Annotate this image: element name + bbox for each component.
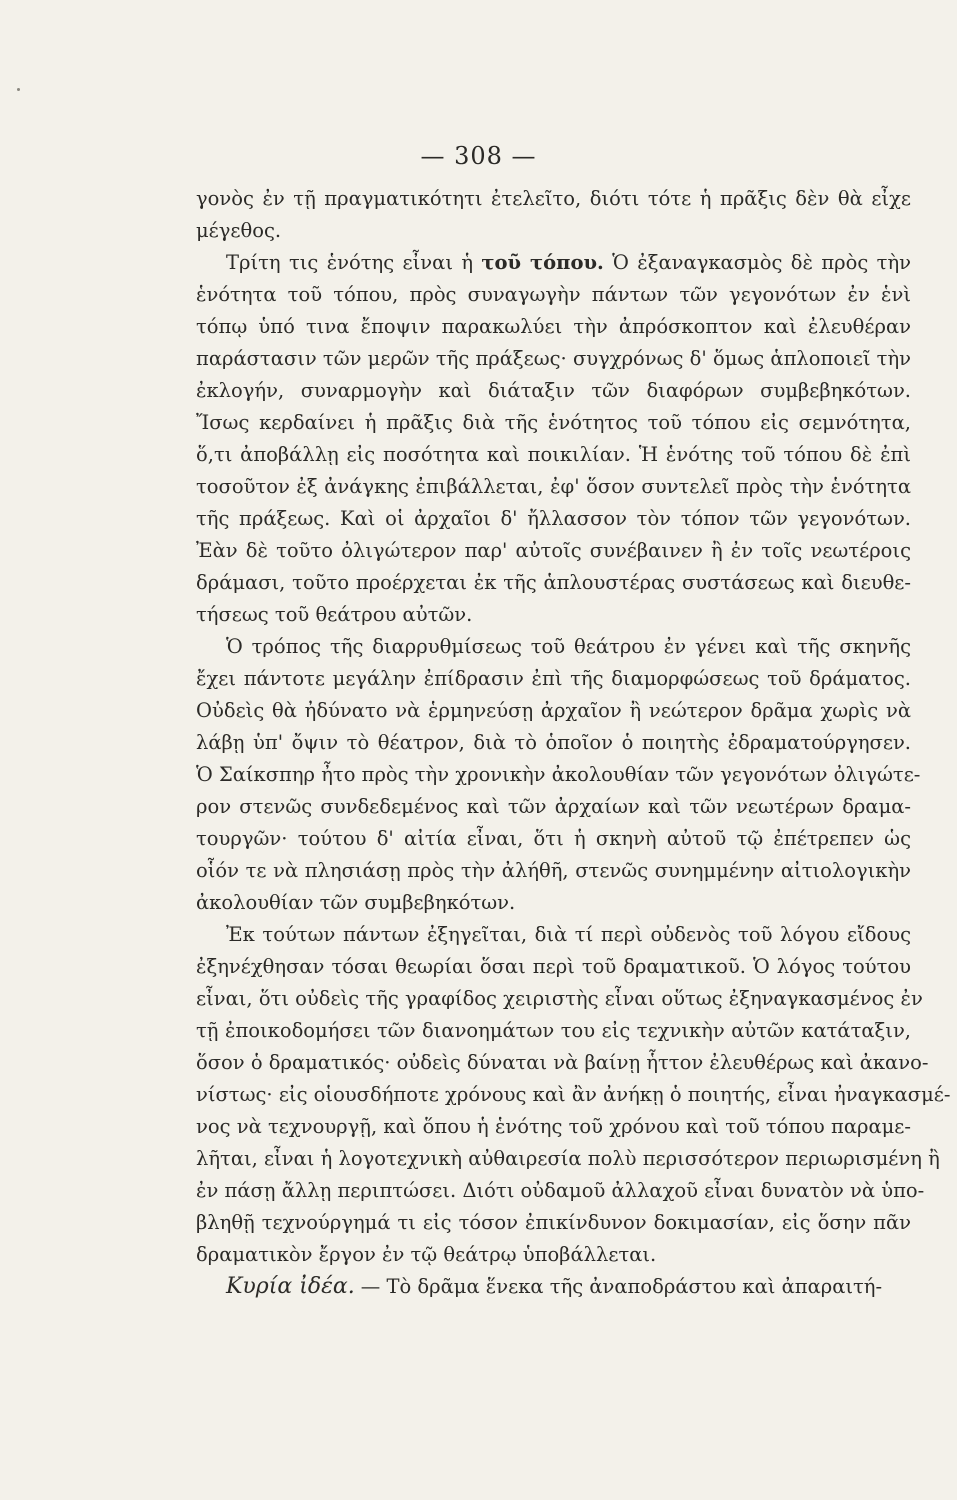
text-line — [196, 1271, 911, 1303]
text-line: ρον στενῶς συνδεδεμένος καὶ τῶν ἀρχαίων καὶ τῶν νεωτέρων δραμα- — [196, 795, 911, 818]
text-line: Ὁ τρόπος τῆς διαρρυθμίσεως τοῦ θεάτρου ἐν γένει καὶ τῆς σκηνῆς — [226, 635, 911, 658]
text-line: λάβῃ ὑπ' ὄψιν τὸ θέατρον, διὰ τὸ ὁποῖον ὁ ποιητὴς ἐδραματούργησεν. — [196, 731, 911, 754]
text-line: παράστασιν τῶν μερῶν τῆς πράξεως· συγχρόνως δ' ὅμως ἁπλοποιεῖ τὴν — [196, 347, 911, 370]
text-line: ἐξηνέχθησαν τόσαι θεωρίαι ὅσαι περὶ τοῦ δραματικοῦ. Ὁ λόγος τούτου — [196, 955, 911, 978]
text-line: ἀκολουθίαν τῶν συμβεβηκότων. — [196, 891, 516, 914]
text-line: οἷόν τε νὰ πλησιάσῃ πρὸς τὴν ἀλήθῆ, στενῶς συνημμένην αἰτιολογικὴν — [196, 859, 911, 882]
speck-mark — [17, 88, 20, 91]
text-line: Ἐὰν δὲ τοῦτο ὀλιγώτερον παρ' αὐτοῖς συνέβαινεν ἢ ἐν τοῖς νεωτέροις — [196, 539, 911, 562]
text-line: Ὁ Σαίκσπηρ ἦτο πρὸς τὴν χρονικὴν ἀκολουθίαν τῶν γεγονότων ὀλιγώτε- — [196, 763, 921, 786]
text-line — [196, 247, 911, 279]
text-line: ὅ,τι ἀποβάλλῃ εἰς ποσότητα καὶ ποικιλίαν. Ἡ ἑνότης τοῦ τόπου δὲ ἐπὶ — [196, 443, 911, 466]
text-line: τῆς πράξεως. Καὶ οἱ ἀρχαῖοι δ' ἤλλασσον τὸν τόπον τῶν γεγονότων. — [196, 507, 911, 530]
text-line: ἑνότητα τοῦ τόπου, πρὸς συναγωγὴν πάντων τῶν γεγονότων ἐν ἑνὶ — [196, 283, 911, 306]
text-line: εἶναι, ὅτι οὐδεὶς τῆς γραφίδος χειριστὴς εἶναι οὕτως ἐξηναγκασμένος ἐν — [196, 987, 923, 1010]
text-line: βληθῇ τεχνούργημά τι εἰς τόσον ἐπικίνδυνον δοκιμασίαν, εἰς ὅσην πᾶν — [196, 1211, 911, 1234]
line-fragment: — Τὸ δρᾶμα ἕνεκα τῆς ἀναποδράστου καὶ ἀπαραιτή- — [360, 1275, 883, 1298]
italic-heading: Κυρία ἰδέα. — [226, 1274, 355, 1299]
text-line: ἐκλογήν, συναρμογὴν καὶ διάταξιν τῶν διαφόρων συμβεβηκότων. — [196, 379, 911, 402]
text-line: μέγεθος. — [196, 219, 282, 242]
bold-phrase: τοῦ τόπου. — [481, 251, 604, 274]
line-fragment: Ὁ ἐξαναγκασμὸς δὲ πρὸς τὴν — [603, 251, 911, 274]
text-line: ἐν πάσῃ ἄλλῃ περιπτώσει. Διότι οὐδαμοῦ ἀλλαχοῦ εἶναι δυνατὸν νὰ ὑπο- — [196, 1179, 925, 1202]
text-line: τόπῳ ὑπό τινα ἔποψιν παρακωλύει τὴν ἀπρόσκοπτον καὶ ἐλευθέραν — [196, 315, 911, 338]
text-line: Ἐκ τούτων πάντων ἐξηγεῖται, διὰ τί περὶ οὐδενὸς τοῦ λόγου εἴδους — [226, 923, 911, 946]
text-line: τήσεως τοῦ θεάτρου αὐτῶν. — [196, 603, 473, 626]
text-line: τουργῶν· τούτου δ' αἰτία εἶναι, ὅτι ἡ σκηνὴ αὐτοῦ τῷ ἐπέτρεπεν ὡς — [196, 827, 911, 850]
page-number: — 308 — — [420, 142, 537, 170]
text-line: δράμασι, τοῦτο προέρχεται ἐκ τῆς ἁπλουστέρας συστάσεως καὶ διευθε- — [196, 571, 911, 594]
line-fragment: Τρίτη τις ἑνότης εἶναι ἡ — [226, 251, 482, 274]
text-line: Ἴσως κερδαίνει ἡ πρᾶξις διὰ τῆς ἑνότητος τοῦ τόπου εἰς σεμνότητα, — [196, 411, 911, 434]
text-line: Οὐδεὶς θὰ ἠδύνατο νὰ ἑρμηνεύσῃ ἀρχαῖον ἢ νεώτερον δρᾶμα χωρὶς νὰ — [196, 699, 911, 722]
text-line: τοσοῦτον ἐξ ἀνάγκης ἐπιβάλλεται, ἐφ' ὅσον συντελεῖ πρὸς τὴν ἑνότητα — [196, 475, 911, 498]
text-line: γονὸς ἐν τῇ πραγματικότητι ἐτελεῖτο, διότι τότε ἡ πρᾶξις δὲν θὰ εἶχε — [196, 187, 911, 210]
text-line: νος νὰ τεχνουργῇ, καὶ ὅπου ἡ ἑνότης τοῦ χρόνου καὶ τοῦ τόπου παραμε- — [196, 1115, 911, 1138]
text-line: ἔχει πάντοτε μεγάλην ἐπίδρασιν ἐπὶ τῆς διαμορφώσεως τοῦ δράματος. — [196, 667, 911, 690]
text-line: δραματικὸν ἔργον ἐν τῷ θεάτρῳ ὑποβάλλεται. — [196, 1243, 657, 1266]
body-text — [196, 183, 951, 1303]
text-line: ὅσον ὁ δραματικός· οὐδεὶς δύναται νὰ βαίνῃ ἧττον ἐλευθέρως καὶ ἀκανο- — [196, 1051, 929, 1074]
text-line: νίστως· εἰς οἱουσδήποτε χρόνους καὶ ἂν ἀνήκῃ ὁ ποιητής, εἶναι ἠναγκασμέ- — [196, 1083, 951, 1106]
text-line: τῇ ἐποικοδομήσει τῶν διανοημάτων του εἰς τεχνικὴν αὐτῶν κατάταξιν, — [196, 1019, 911, 1042]
text-line: λῆται, εἶναι ἡ λογοτεχνικὴ αὐθαιρεσία πολὺ περισσότερον περιωρισμένη ἢ — [196, 1147, 940, 1170]
